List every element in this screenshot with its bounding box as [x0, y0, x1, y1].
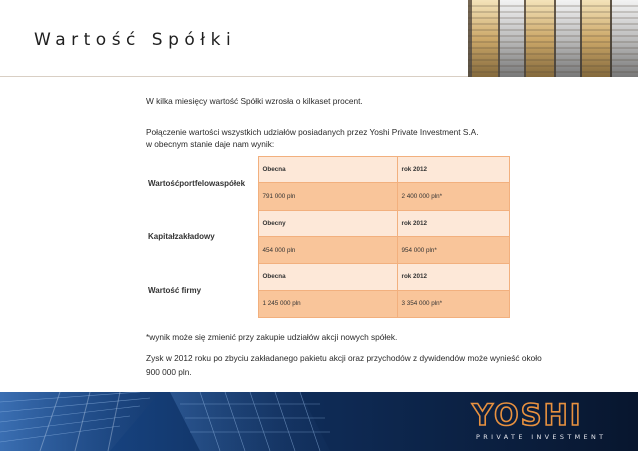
conclusion-line-1: Zysk w 2012 roku po zbyciu zakładanego pakietu akcji oraz przychodów z dywidendów może wynieść około [146, 353, 542, 363]
table-row [146, 157, 509, 183]
header-current: Obecna [258, 264, 397, 290]
coin-stacks-image [468, 0, 638, 77]
footnote: *wynik może się zmienić przy zakupie udziałów akcji nowych spółek. [146, 332, 398, 342]
company-value-table [146, 156, 510, 318]
header-forecast: rok 2012 [397, 157, 509, 183]
header-current: Obecna [258, 157, 397, 183]
value-current: 791 000 pln [258, 183, 397, 210]
row-label-portfolio: Wartośćportfelowaspółek [146, 157, 258, 211]
header-forecast: rok 2012 [397, 210, 509, 236]
table-row [146, 264, 509, 290]
table-row [146, 210, 509, 236]
value-forecast: 954 000 pln* [397, 236, 509, 263]
value-current: 1 245 000 pln [258, 290, 397, 317]
intro-text: W kilka miesięcy wartość Spółki wzrosła o kilkaset procent. [146, 96, 363, 106]
row-label-company-value: Wartość firmy [146, 264, 258, 318]
value-forecast: 2 400 000 pln* [397, 183, 509, 210]
logo-subtitle: PRIVATE INVESTMENT [476, 433, 607, 441]
value-forecast: 3 354 000 pln* [397, 290, 509, 317]
header-divider [0, 76, 470, 77]
description-line-2: w obecnym stanie daje nam wynik: [146, 139, 275, 149]
header-forecast: rok 2012 [397, 264, 509, 290]
value-current: 454 000 pln [258, 236, 397, 263]
yoshi-logo: YOSHI [472, 398, 583, 432]
header-current: Obecny [258, 210, 397, 236]
row-label-capital: Kapitałzakładowy [146, 210, 258, 264]
conclusion-line-2: 900 000 pln. [146, 367, 192, 377]
description-line-1: Połączenie wartości wszystkich udziałów posiadanych przez Yoshi Private Investment S.A. [146, 127, 479, 137]
page-title: Wartość Spółki [34, 30, 237, 50]
